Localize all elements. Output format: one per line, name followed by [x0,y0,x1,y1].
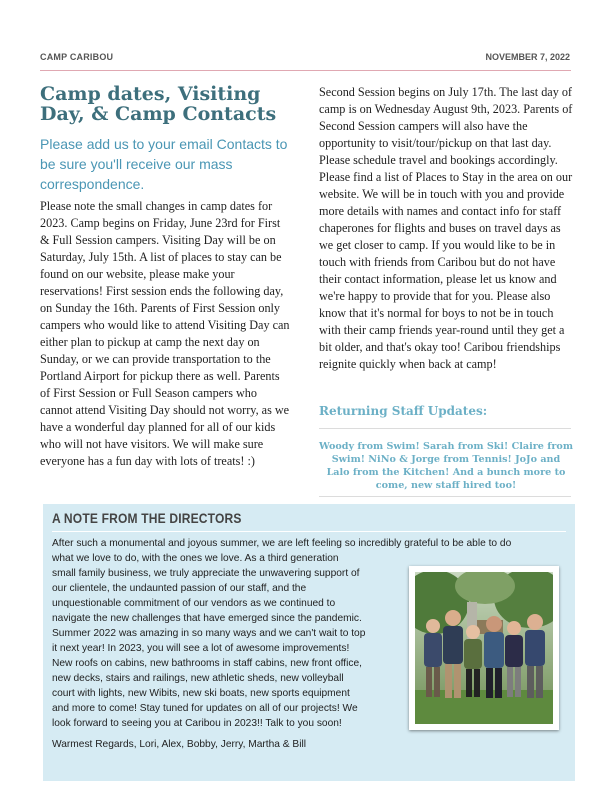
directors-signoff: Warmest Regards, Lori, Alex, Bobby, Jerry, Martha & Bill [52,739,307,750]
directors-note-line: New roofs on cabins, new bathrooms in staff cabins, new front office, [52,658,362,669]
article-body-right: Second Session begins on July 17th. The last day of camp is on Wednesday August 9th, 2023. Parents of Second Session campers will also have the opportunity to visit/tour/pickup on that last day. Please schedule travel and bookings accordingly. Please find a list of Places to Stay in the area on our website. We will be in touch with you and provide more details with names and contact info for staff chaperones for flights and buses on travel days as we get closer to camp. If you would like to be in touch with friends from Caribou but do not have their contact information, please let us know and we're happy to provide that for you. Please also know that it's normal for boys to not be in touch with their camp friends year-round until they get a bit older, and that's okay too! Caribou friendships reignite quickly when back at camp! [319,85,573,371]
article-body-left: Please note the small changes in camp dates for 2023. Camp begins on Friday, June 23rd for First & Full Session campers. Visiting Day will be on Saturday, July 15th. A list of places to stay can be found on our website, please make your reservations! First session ends the following day, on Sunday the 16th. Parents of First Session only campers who would like to attend Visiting Day can either plan to pickup at camp the next day on Sunday, or we can provide transportation to the Portland Airport for pickup there as well. Parents of First Session or Full Season campers who cannot attend Visiting Day should not worry, as we have a wonderful day planned for all of our kids who will not have visitors. We will make sure everyone has a fun day with lots of treats! :) [40,199,290,468]
directors-note-line: court with lights, new Wibits, new ski boats, new sports equipment [52,688,350,699]
staff-updates-title: Returning Staff Updates: [319,404,488,418]
staff-updates-text: Woody from Swim! Sarah from Ski! Claire from Swim! NiNo & Jorge from Tennis! JoJo and Lalo from the Kitchen! And a bunch more to come, new staff hired too! [319,441,573,491]
directors-note-line: our clientele, the undaunted passion of our staff, and the [52,583,307,594]
staff-divider-bottom [319,496,571,497]
directors-divider [52,531,566,532]
directors-note-title: A NOTE FROM THE DIRECTORS [52,510,242,526]
directors-note-line: it next year! In 2023, you will see a lot of awesome improvements! [52,643,350,654]
staff-divider-top [319,428,571,429]
directors-note-line: navigate the new challenges that have emerged since the pandemic. [52,613,362,624]
directors-note-line: look forward to seeing you at Caribou in 2023!! Talk to you soon! [52,718,342,729]
directors-note-line: unquestionable commitment of our vendors as we continued to [52,598,336,609]
article-title: Camp dates, Visiting Day, & Camp Contacts [40,83,277,125]
directors-note-line: After such a monumental and joyous summer, we are left feeling so incredibly grateful to be able to do [52,538,512,549]
directors-note-line: small family business, we truly appreciate the unwavering support of [52,568,360,579]
group-photo-illustration [415,572,553,724]
directors-note-line: new decks, stairs and railings, new athletic sheds, new volleyball [52,673,344,684]
directors-note-line: and more to come! Stay tuned for updates on all of our projects! We [52,703,358,714]
directors-note-line: what we love to do, with the ones we love. As a third generation [52,553,339,564]
newsletter-date: NOVEMBER 7, 2022 [485,52,570,62]
directors-note-line: Summer 2022 was amazing in so many ways and we can't wait to top [52,628,366,639]
directors-group-photo [409,566,559,730]
header-divider [40,70,571,71]
newsletter-org: CAMP CARIBOU [40,52,114,62]
directors-note-panel [43,504,575,781]
article-subtitle: Please add us to your email Contacts to be sure you'll receive our mass correspondence. [40,136,288,192]
